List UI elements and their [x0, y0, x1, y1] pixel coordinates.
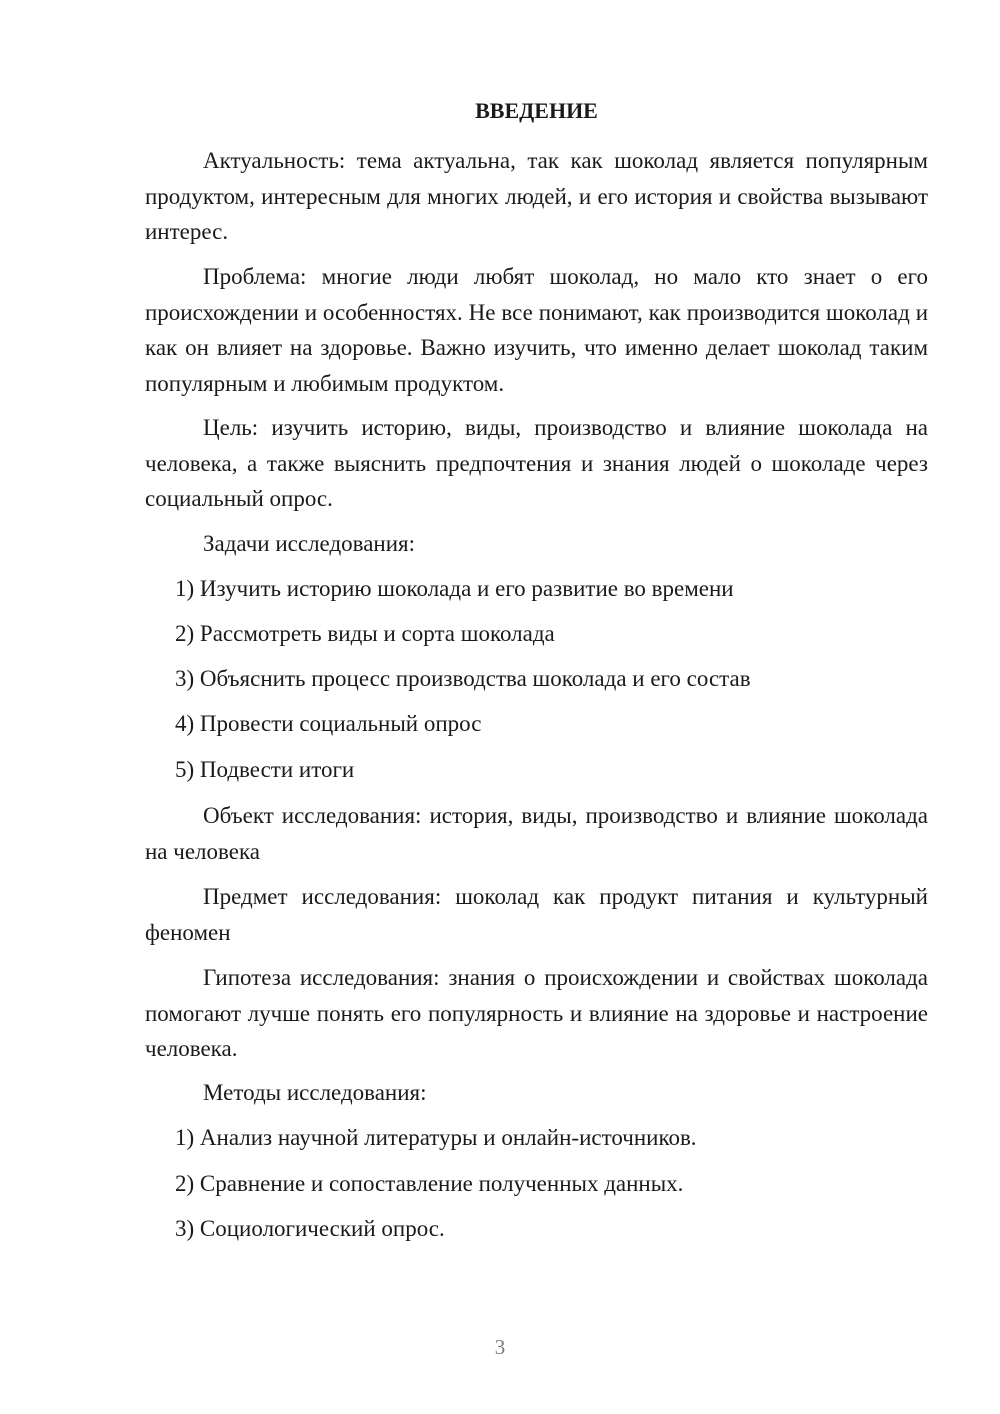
page-title: ВВЕДЕНИЕ	[475, 98, 598, 123]
object-paragraph: Объект исследования: история, виды, производство и влияние шоколада на человека	[145, 803, 928, 864]
problem-paragraph: Проблема: многие люди любят шоколад, но мало кто знает о его происхождении и особенностях. Не все понимают, как производится шоколад и как он влияет на здоровье. Важно изучить, что именно делает шоколад таким популярным и любимым продуктом.	[145, 264, 928, 396]
method-item: 1) Анализ научной литературы и онлайн-источников.	[175, 1125, 697, 1150]
hypothesis-paragraph: Гипотеза исследования: знания о происхождении и свойствах шоколада помогают лучше понять его популярность и влияние на здоровье и настроение человека.	[145, 965, 928, 1061]
method-item: 2) Сравнение и сопоставление полученных данных.	[175, 1171, 684, 1196]
task-item: 5) Подвести итоги	[175, 757, 355, 782]
task-item: 3) Объяснить процесс производства шоколада и его состав	[175, 666, 751, 691]
task-item: 2) Рассмотреть виды и сорта шоколада	[175, 621, 555, 646]
tasks-heading: Задачи исследования:	[203, 531, 416, 556]
task-item: 1) Изучить историю шоколада и его развитие во времени	[175, 576, 734, 601]
task-item: 4) Провести социальный опрос	[175, 711, 482, 736]
method-item: 3) Социологический опрос.	[175, 1216, 445, 1241]
methods-heading: Методы исследования:	[203, 1080, 427, 1105]
subject-paragraph: Предмет исследования: шоколад как продукт питания и культурный феномен	[145, 884, 928, 945]
relevance-paragraph: Актуальность: тема актуальна, так как шоколад является популярным продуктом, интересным для многих людей, и его история и свойства вызывают интерес.	[145, 148, 928, 244]
page-number: 3	[494, 1335, 506, 1359]
goal-paragraph: Цель: изучить историю, виды, производство и влияние шоколада на человека, а также выяснить предпочтения и знания людей о шоколаде через социальный опрос.	[145, 415, 928, 511]
